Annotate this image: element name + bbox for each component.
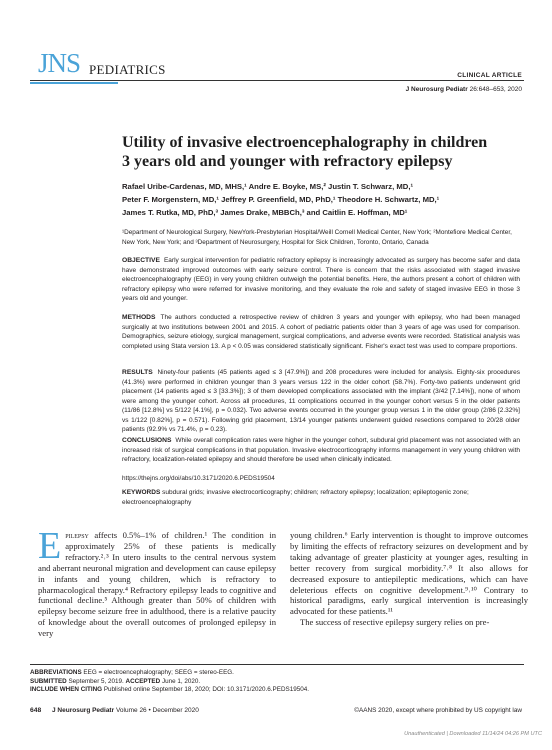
author-line: James T. Rutka, MD, PhD,³ James Drake, MBBCh,³ and Caitlin E. Hoffman, MD¹: [122, 207, 408, 217]
author-list: [122, 181, 512, 219]
abbreviations: [30, 669, 524, 678]
keywords: [122, 488, 520, 507]
submission-dates: [30, 678, 524, 687]
citation-line: [406, 86, 522, 93]
abstract-methods-heading: METHODS: [122, 314, 156, 321]
body-text-right-2: The success of resective epilepsy surgery relies on pre-: [300, 617, 490, 628]
citation-rest: 26:648–653, 2020: [469, 86, 522, 93]
drop-cap: E: [38, 525, 62, 567]
citation-info: [30, 686, 524, 695]
abbreviations-text: EEG = electroencephalography; SEEG = stereo-EEG.: [83, 669, 234, 676]
page-number: 648: [30, 707, 42, 714]
abstract-conclusions: [122, 436, 520, 465]
include-text: Published online September 18, 2020; DOI: 10.3171/2020.6.PEDS19504.: [103, 686, 309, 693]
citation-journal: J Neurosurg Pediatr: [405, 86, 468, 93]
header-rule: [30, 80, 524, 81]
abstract-objective-text: Early surgical intervention for pediatric refractory epilepsy is increasingly advocated as surgery has become safer and data have demonstrated improved outcomes with early seizure control. There is concern that the risks associated with staged invasive electroencephalography (EEG) in very young children outweigh the potential benefits. Here, the authors present a cohort of children with refractory epilepsy who were referred for invasive monitoring, and they evaluate the role and safety of staged invasive EEG in those 3 years old and younger.: [122, 257, 520, 303]
copyright: ©AANS 2020, except where prohibited by US copyright law: [354, 707, 522, 714]
abstract-results: [122, 368, 520, 435]
keywords-text: subdural grids; invasive electrocorticography; children; refractory epilepsy; localization; epileptogenic zone; electroencephalography: [122, 489, 469, 506]
lead-word: pilepsy: [65, 530, 89, 540]
abstract-results-heading: RESULTS: [122, 369, 153, 376]
abstract-conclusions-text: While overall complication rates were higher in the younger cohort, subdural grid placement was not associated with an increased risk of surgical complications in that population. Invasive electrocorticography informs management in very young children with refractory, localization-related epilepsy and should therefore be used when clinically indicated.: [122, 437, 520, 464]
abstract-conclusions-heading: CONCLUSIONS: [122, 437, 172, 444]
footer-journal-name: J Neurosurg Pediatr: [52, 707, 115, 714]
abbreviations-heading: ABBREVIATIONS: [30, 669, 82, 676]
author-line: Peter F. Morgenstern, MD,¹ Jeffrey P. Greenfield, MD, PhD,¹ Theodore H. Schwartz, MD,¹: [122, 194, 440, 204]
accepted-date: June 1, 2020.: [161, 677, 201, 685]
body-text-right: young children.⁶ Early intervention is thought to improve outcomes by limiting the effects of refractory seizures on development and by taking advantage of greater plasticity at younger ages, resulting in better recovery from surgical morbidity.⁷˒⁸ It also allows for decreased exposure to antiepileptic medications, which can have deleterious effects on cognitive development.⁹˒¹⁰ Contrary to historical paradigms, early surgical intervention is increasingly advocated for these patients.¹¹: [290, 530, 528, 617]
keywords-heading: KEYWORDS: [122, 489, 161, 496]
footer-journal: [52, 707, 199, 714]
abstract-objective: [122, 256, 520, 304]
abstract-methods-text: The authors conducted a retrospective review of children 3 years and younger with epilepsy, who had been managed surgically at two institutions between 2001 and 2015. A cohort of pediatric patients older than 3 years of age was used for comparison. Demographics, seizure etiology, surgical management, surgical complications, and adverse events were recorded. Statistical analysis was completed using Stata version 13. A p < 0.05 was considered statistically significant. Fisher's exact test was used to compare proportions.: [122, 314, 520, 350]
footer-journal-issue: Volume 26 • December 2020: [115, 707, 199, 714]
include-heading: INCLUDE WHEN CITING: [30, 686, 103, 693]
body-column-left: [38, 525, 276, 639]
abstract-methods: [122, 313, 520, 351]
article-title: Utility of invasive electroencephalography in children 3 years old and younger with refractory epilepsy: [122, 134, 488, 170]
body-text-left: affects 0.5%–1% of children.¹ The condition in approximately 25% of these patients is medically refractory.²˒³ In utero insults to the central nervous system and aberrant neuronal migration and development can cause epilepsy in infants and young children, which is refractory to pharmacological therapy.⁴ Refractory epilepsy leads to cognitive and functional decline.⁵ Although greater than 50% of children with epilepsy become seizure free in adulthood, there is a relative paucity of knowledge about the overall outcomes of prolonged epilepsy in very: [38, 530, 276, 639]
article-type: CLINICAL ARTICLE: [457, 72, 522, 79]
doi-link[interactable]: https://thejns.org/doi/abs/10.3171/2020.6.PEDS19504: [122, 475, 275, 482]
author-line: Rafael Uribe-Cardenas, MD, MHS,¹ Andre E. Boyke, MS,² Justin T. Schwarz, MD,¹: [122, 182, 414, 191]
footer-rule: [30, 664, 524, 665]
accepted-heading: ACCEPTED: [125, 677, 161, 685]
abstract-objective-heading: OBJECTIVE: [122, 257, 160, 264]
abstract-results-text: Ninety-four patients (45 patients aged ≤ 3 [47.9%]) and 208 procedures were included for analysis. Eighty-six procedures (41.3%) were performed in children younger than 3 years versus 122 in the older cohort (58.7%). Forty-two patients underwent grid placement (14 patients aged ≤ 3 [33.3%]); 3 of them developed complications associated with the implant (3/42 [7.14%]), none of whom were among the younger cohort. Across all procedures, 11 complications occurred in the younger cohort versus 5 in the older patients (11/86 [12.8%] vs 5/122 [4.1%], p = 0.032). Two adverse events occurred in the younger group versus 1 in the older group (2/86 [2.32%] vs 1/122 [0.82%], p = 0.571). Following grid placement, 13/14 younger patients underwent guided resections compared to 20/28 older patients (92.9% vs 71.4%, p = 0.23).: [122, 369, 520, 434]
body-column-right: [290, 530, 528, 628]
download-stamp: Unauthenticated | Downloaded 11/14/24 04:26 PM UTC: [404, 731, 542, 737]
submitted-date: September 5, 2019.: [68, 677, 124, 685]
affiliations: ¹Department of Neurological Surgery, NewYork-Presbyterian Hospital/Weill Cornell Medical Center, New York; ²Montefiore Medical Center, New York, New York; and ³Department of Neurosurgery, Hospital for Sick Children, Toronto, Ontario, Canada: [122, 229, 512, 246]
header-accent-rule: [30, 82, 118, 84]
journal-logo-subtitle: PEDIATRICS: [89, 62, 166, 77]
journal-logo: JNS: [38, 48, 81, 78]
submitted-heading: SUBMITTED: [30, 677, 67, 685]
